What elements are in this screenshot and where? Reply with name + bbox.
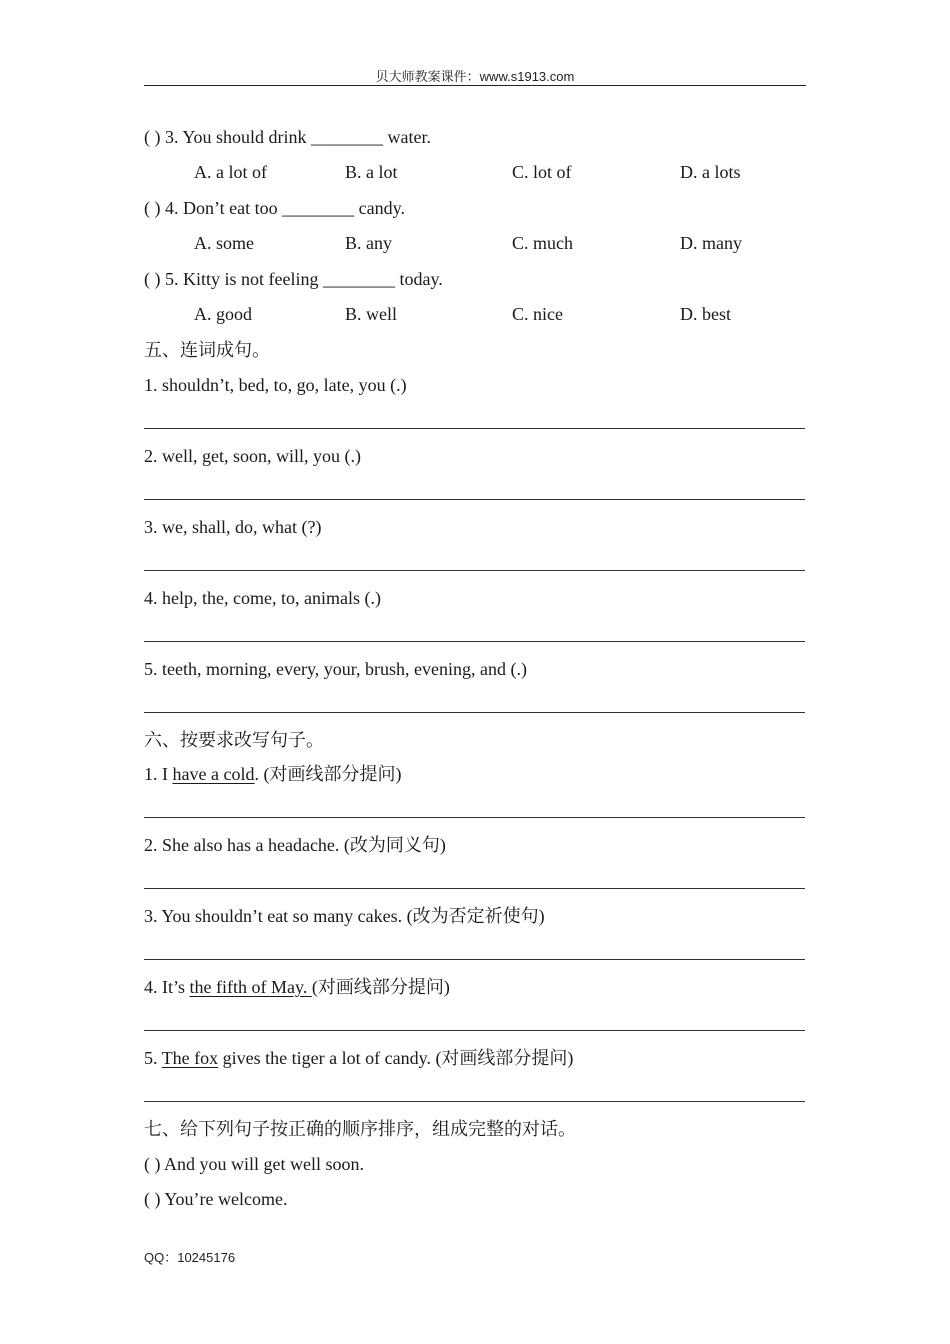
question-5-stem: ( ) 5. Kitty is not feeling ________ today. [144,269,443,289]
section-5-item-5: 5. teeth, morning, every, your, brush, evening, and (.) [144,659,528,679]
section-6-item-1 [144,763,401,785]
section-6-title: 六、按要求改写句子。 [144,730,324,750]
item-text: 2. She also has a headache. (改为同义句) [144,835,446,855]
answer-line[interactable] [144,712,805,713]
question-3-stem: ( ) 3. You should drink ________ water. [144,127,431,147]
question-4-stem: ( ) 4. Don’t eat too ________ candy. [144,198,405,218]
question-3-option-a: A. a lot of [194,162,267,182]
underlined-phrase: the fifth of May. [189,977,312,997]
section-7-title: 七、给下列句子按正确的顺序排序，组成完整的对话。 [144,1119,576,1139]
underlined-phrase: The fox [161,1048,219,1068]
section-5-item-1: 1. shouldn’t, bed, to, go, late, you (.) [144,375,407,395]
answer-line[interactable] [144,1101,805,1102]
question-5-option-c: C. nice [512,304,563,324]
answer-line[interactable] [144,817,805,818]
answer-line[interactable] [144,1030,805,1031]
section-5-title: 五、连词成句。 [144,340,270,360]
answer-line[interactable] [144,499,805,500]
item-text: 1. I [144,764,173,784]
question-5-option-b: B. well [345,304,397,324]
section-5-item-3: 3. we, shall, do, what (?) [144,517,322,537]
question-3-option-c: C. lot of [512,162,572,182]
item-text: 5. [144,1048,162,1068]
section-6-item-3 [144,905,545,927]
header-rule [144,85,806,86]
section-6-item-4 [144,976,450,998]
section-6-item-5 [144,1047,573,1069]
question-5-option-d: D. best [680,304,731,324]
item-instruction: gives the tiger a lot of candy. (对画线部分提问) [218,1048,574,1068]
answer-line[interactable] [144,428,805,429]
section-6-item-2 [144,834,446,856]
item-text: 3. You shouldn’t eat so many cakes. (改为否定祈使句) [144,906,545,926]
question-3-option-b: B. a lot [345,162,398,182]
page-footer: QQ：10245176 [144,1250,236,1265]
answer-line[interactable] [144,959,805,960]
question-4-option-c: C. much [512,233,573,253]
answer-line[interactable] [144,641,805,642]
item-instruction: . (对画线部分提问) [254,764,402,784]
section-7-item-2: ( ) You’re welcome. [144,1189,288,1209]
section-5-item-4: 4. help, the, come, to, animals (.) [144,588,381,608]
answer-line[interactable] [144,570,805,571]
item-instruction: (对画线部分提问) [311,977,450,997]
answer-line[interactable] [144,888,805,889]
question-3-option-d: D. a lots [680,162,741,182]
item-text: 4. It’s [144,977,190,997]
section-7-item-1: ( ) And you will get well soon. [144,1154,364,1174]
underlined-phrase: have a cold [172,764,255,784]
section-5-item-2: 2. well, get, soon, will, you (.) [144,446,361,466]
question-4-option-b: B. any [345,233,392,253]
question-5-option-a: A. good [194,304,252,324]
question-4-option-d: D. many [680,233,742,253]
question-4-option-a: A. some [194,233,254,253]
page-header: 贝大师教案课件：www.s1913.com [375,69,575,84]
